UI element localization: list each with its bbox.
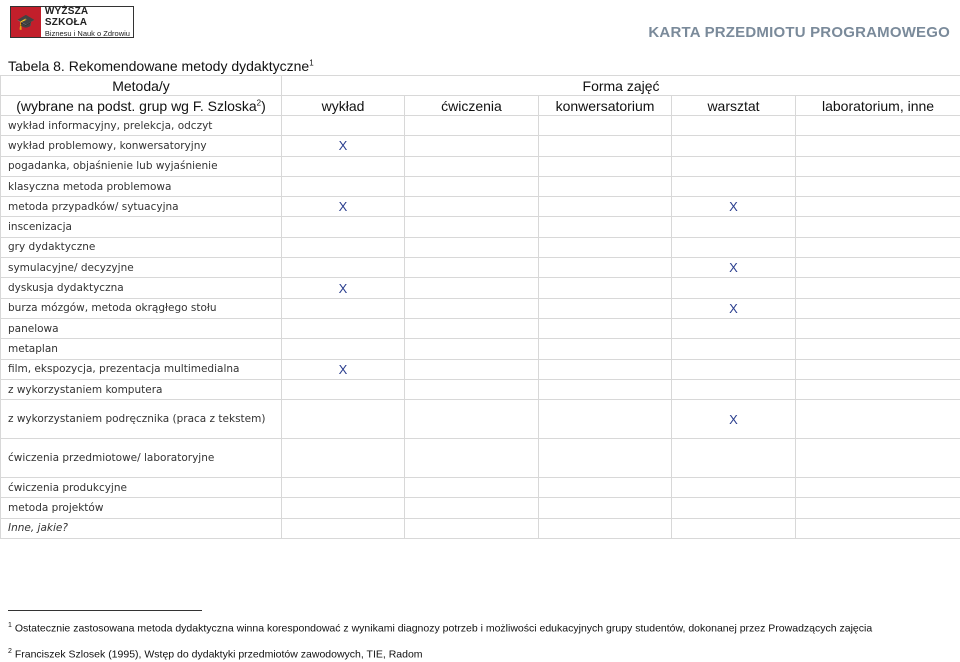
- mark-cell: [282, 237, 405, 257]
- logo-line2: Biznesu i Nauk o Zdrowiu: [45, 28, 133, 39]
- mark-cell: [796, 176, 960, 196]
- column-header-wyklad: wykład: [282, 96, 405, 116]
- mark-cell: X: [282, 136, 405, 156]
- mark-cell: [405, 258, 539, 278]
- table-row: [1, 217, 960, 237]
- mark-cell: [539, 359, 672, 379]
- mark-cell: [539, 217, 672, 237]
- mark-cell: [405, 400, 539, 439]
- mark-cell: [539, 197, 672, 217]
- table-row: [1, 278, 960, 298]
- mark-cell: [672, 176, 796, 196]
- mark-cell: X: [282, 197, 405, 217]
- mark-cell: [282, 116, 405, 136]
- table-row: [1, 136, 960, 156]
- page-header-title: KARTA PRZEDMIOTU PROGRAMOWEGO: [648, 24, 950, 41]
- method-name: klasyczna metoda problemowa: [1, 176, 282, 196]
- mark-cell: [405, 379, 539, 399]
- table-row: [1, 298, 960, 318]
- method-name: wykład problemowy, konwersatoryjny: [1, 136, 282, 156]
- mark-cell: [672, 498, 796, 518]
- mark-cell: [796, 498, 960, 518]
- column-header-cwiczenia: ćwiczenia: [405, 96, 539, 116]
- mark-cell: [539, 478, 672, 498]
- table-row: [1, 258, 960, 278]
- mark-cell: [539, 278, 672, 298]
- method-name: burza mózgów, metoda okrągłego stołu: [1, 298, 282, 318]
- mark-cell: [282, 379, 405, 399]
- method-name: Inne, jakie?: [1, 518, 282, 538]
- mark-cell: [405, 217, 539, 237]
- mark-cell: [405, 237, 539, 257]
- mark-cell: [672, 518, 796, 538]
- table-row: [1, 359, 960, 379]
- table-title-text: Tabela 8. Rekomendowane metody dydaktyczne: [8, 58, 309, 74]
- mark-cell: [796, 197, 960, 217]
- mark-cell: [539, 176, 672, 196]
- mark-cell: [282, 156, 405, 176]
- mark-cell: [282, 518, 405, 538]
- mark-cell: [672, 379, 796, 399]
- table-row: [1, 339, 960, 359]
- mark-cell: [539, 237, 672, 257]
- mark-cell: [796, 359, 960, 379]
- table-row: [1, 156, 960, 176]
- mark-cell: [539, 400, 672, 439]
- school-logo: [10, 6, 134, 38]
- mark-cell: [405, 439, 539, 478]
- mark-cell: [539, 136, 672, 156]
- method-name: film, ekspozycja, prezentacja multimedialna: [1, 359, 282, 379]
- method-name: inscenizacja: [1, 217, 282, 237]
- mark-cell: [539, 498, 672, 518]
- method-name: ćwiczenia produkcyjne: [1, 478, 282, 498]
- mark-cell: [405, 156, 539, 176]
- mark-cell: X: [672, 258, 796, 278]
- footnote-separator: [8, 610, 202, 611]
- column-header-laboratorium: laboratorium, inne: [796, 96, 960, 116]
- method-name: ćwiczenia przedmiotowe/ laboratoryjne: [1, 439, 282, 478]
- forms-header: Forma zajęć: [282, 76, 960, 96]
- method-name: wykład informacyjny, prelekcja, odczyt: [1, 116, 282, 136]
- mark-cell: X: [672, 197, 796, 217]
- mark-cell: [405, 136, 539, 156]
- table-row: [1, 478, 960, 498]
- footnote-2: $^2$ Franciszek Szlosek (1995), Wstęp do dydaktyki przedmiotów zawodowych, TIE, Radom: [8, 645, 956, 662]
- mark-cell: [282, 339, 405, 359]
- header-row-1: [1, 76, 960, 96]
- table-row: [1, 400, 960, 439]
- method-name: z wykorzystaniem komputera: [1, 379, 282, 399]
- table-title: [8, 58, 314, 74]
- mark-cell: [539, 318, 672, 338]
- mark-cell: [796, 518, 960, 538]
- mark-cell: [796, 278, 960, 298]
- column-header-konwersatorium: konwersatorium: [539, 96, 672, 116]
- mark-cell: [539, 439, 672, 478]
- mark-cell: [539, 518, 672, 538]
- mark-cell: [672, 217, 796, 237]
- mark-cell: [405, 359, 539, 379]
- mark-cell: [672, 478, 796, 498]
- mark-cell: [796, 439, 960, 478]
- mark-cell: [796, 318, 960, 338]
- method-name: z wykorzystaniem podręcznika (praca z tekstem): [1, 400, 282, 439]
- header-row-2: [1, 96, 960, 116]
- mark-cell: [672, 439, 796, 478]
- mark-cell: [405, 318, 539, 338]
- table-row: [1, 197, 960, 217]
- mark-cell: [405, 197, 539, 217]
- mark-cell: [672, 359, 796, 379]
- mark-cell: [405, 176, 539, 196]
- mark-cell: [796, 400, 960, 439]
- mark-cell: [672, 339, 796, 359]
- mark-cell: [282, 258, 405, 278]
- mark-cell: [539, 379, 672, 399]
- mark-cell: [796, 136, 960, 156]
- mark-cell: [796, 298, 960, 318]
- mark-cell: [672, 156, 796, 176]
- mark-cell: X: [282, 359, 405, 379]
- mark-cell: [405, 339, 539, 359]
- mark-cell: [282, 217, 405, 237]
- method-name: symulacyjne/ decyzyjne: [1, 258, 282, 278]
- method-name: metoda projektów: [1, 498, 282, 518]
- mark-cell: X: [672, 298, 796, 318]
- mark-cell: [282, 318, 405, 338]
- mark-cell: [539, 156, 672, 176]
- mark-cell: [796, 478, 960, 498]
- table-row: [1, 237, 960, 257]
- table-row: [1, 116, 960, 136]
- mark-cell: [796, 237, 960, 257]
- mark-cell: [282, 439, 405, 478]
- mark-cell: [405, 498, 539, 518]
- mark-cell: [539, 298, 672, 318]
- mark-cell: [405, 298, 539, 318]
- table-row: [1, 176, 960, 196]
- method-header-line2: (wybrane na podst. grup wg F. Szloska$^2$): [1, 96, 282, 116]
- graduation-cap-icon: 🎓: [11, 7, 41, 37]
- mark-cell: [796, 339, 960, 359]
- mark-cell: X: [282, 278, 405, 298]
- methods-table: [0, 75, 960, 539]
- mark-cell: [282, 478, 405, 498]
- table-row: [1, 498, 960, 518]
- table-row: [1, 439, 960, 478]
- mark-cell: [405, 278, 539, 298]
- mark-cell: [282, 400, 405, 439]
- mark-cell: [672, 318, 796, 338]
- method-name: pogadanka, objaśnienie lub wyjaśnienie: [1, 156, 282, 176]
- mark-cell: [539, 116, 672, 136]
- method-name: gry dydaktyczne: [1, 237, 282, 257]
- mark-cell: [539, 258, 672, 278]
- method-name: metoda przypadków/ sytuacyjna: [1, 197, 282, 217]
- mark-cell: [672, 136, 796, 156]
- mark-cell: [672, 237, 796, 257]
- mark-cell: [405, 116, 539, 136]
- mark-cell: [796, 379, 960, 399]
- mark-cell: [672, 116, 796, 136]
- table-row: [1, 379, 960, 399]
- mark-cell: X: [672, 400, 796, 439]
- table-row: [1, 318, 960, 338]
- mark-cell: [405, 478, 539, 498]
- mark-cell: [672, 278, 796, 298]
- method-name: panelowa: [1, 318, 282, 338]
- table-row: [1, 518, 960, 538]
- mark-cell: [796, 156, 960, 176]
- mark-cell: [282, 298, 405, 318]
- method-header-line1: Metoda/y: [1, 76, 282, 96]
- mark-cell: [282, 498, 405, 518]
- method-name: dyskusja dydaktyczna: [1, 278, 282, 298]
- mark-cell: [405, 518, 539, 538]
- mark-cell: [539, 339, 672, 359]
- column-header-warsztat: warsztat: [672, 96, 796, 116]
- footnote-ref-1: 1: [309, 58, 313, 67]
- mark-cell: [796, 217, 960, 237]
- mark-cell: [282, 176, 405, 196]
- mark-cell: [796, 116, 960, 136]
- footnote-1: $^1$ Ostatecznie zastosowana metoda dydaktyczna winna korespondować z wynikami diagnozy potrzeb i możliwości edukacyjnych grupy studentów, dokonanej przez Prowadzących zajęcia: [8, 619, 956, 636]
- logo-line1: WYŻSZA SZKOŁA: [45, 6, 133, 28]
- method-name: metaplan: [1, 339, 282, 359]
- mark-cell: [796, 258, 960, 278]
